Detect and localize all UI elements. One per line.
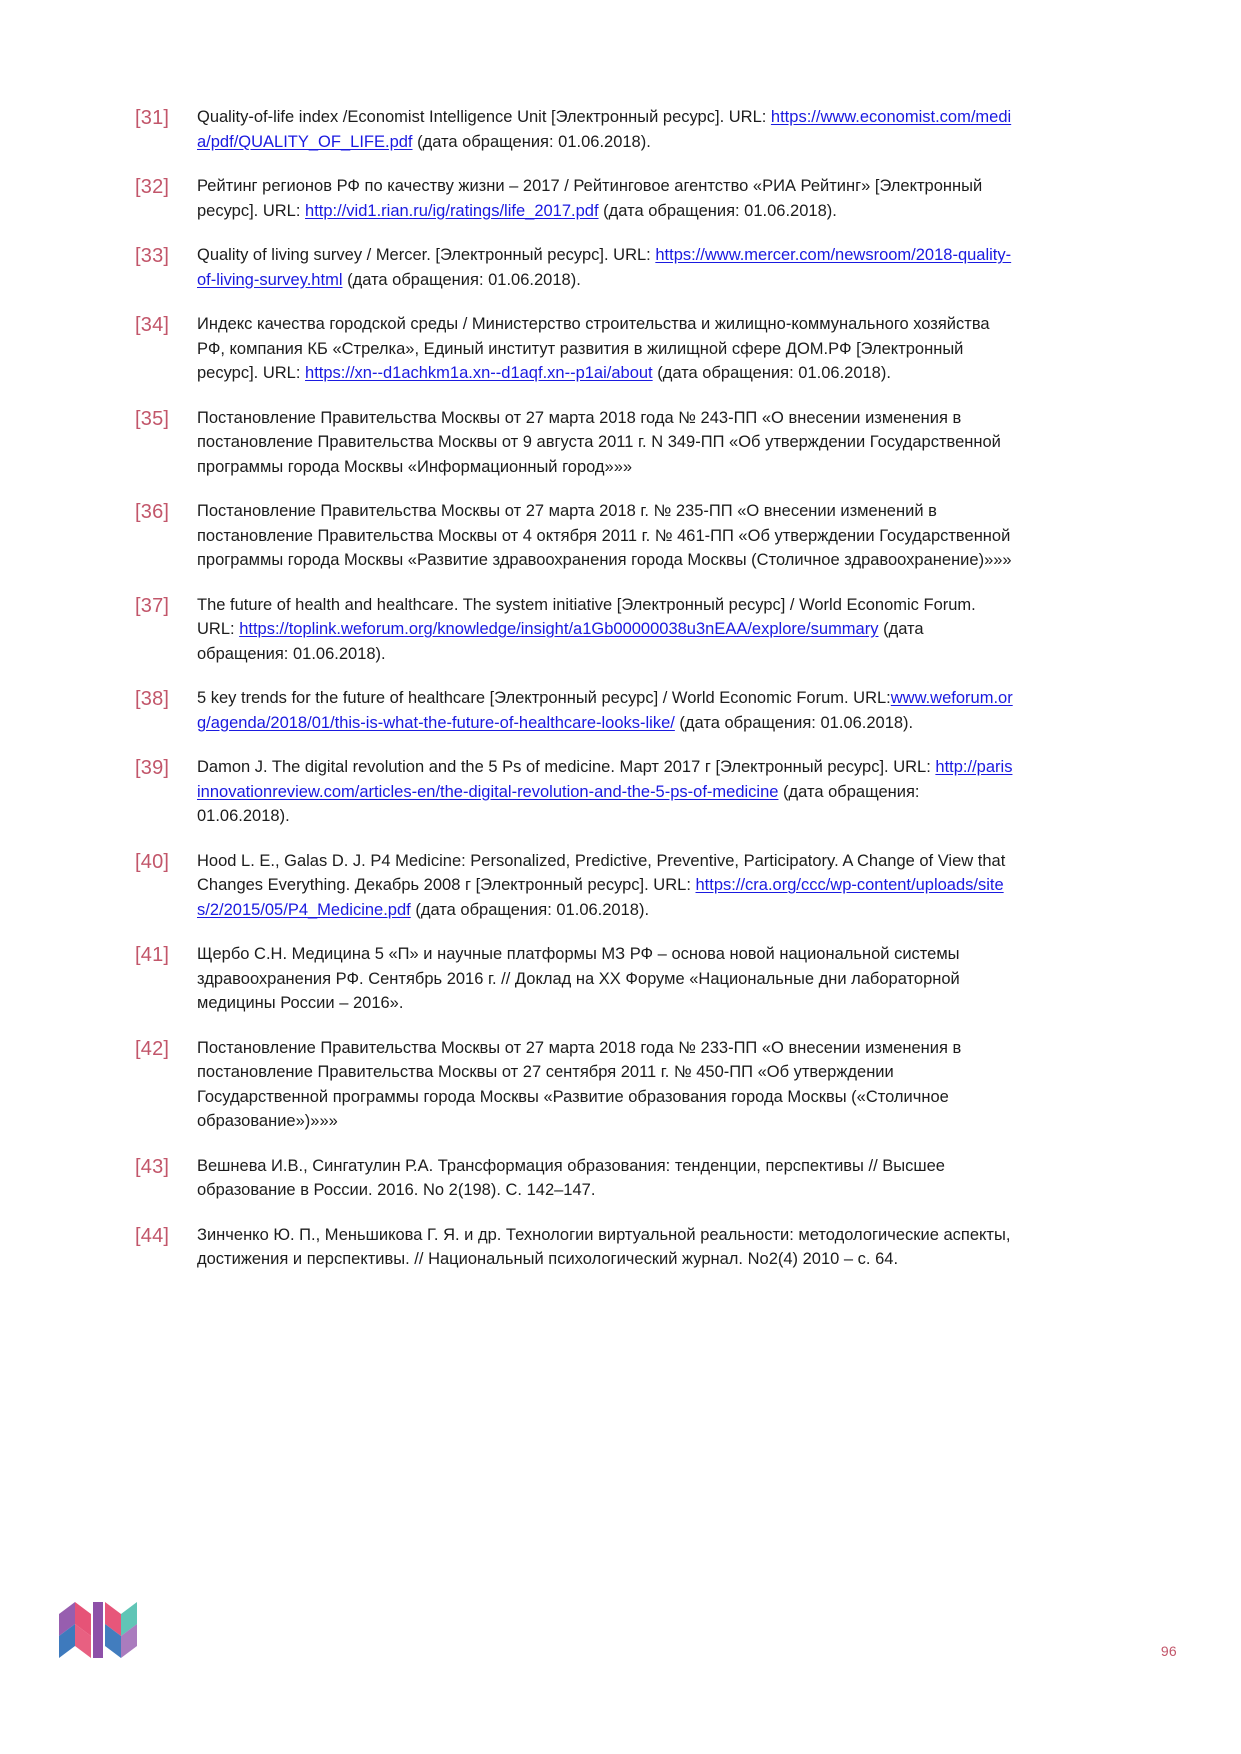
- reference-text: [197, 105, 1015, 154]
- reference-entry: [135, 174, 1015, 223]
- reference-text-run: (дата обращения: 01.06.2018).: [410, 900, 650, 919]
- reference-link[interactable]: http://vid1.rian.ru/ig/ratings/life_2017.pdf: [305, 201, 599, 220]
- reference-text: [197, 243, 1015, 292]
- reference-text-run: (дата обращения: 01.06.2018).: [197, 620, 924, 663]
- reference-text: [197, 1223, 1015, 1272]
- reference-number: [38]: [135, 688, 170, 710]
- chevron-mosaic-logo: [57, 1594, 145, 1666]
- reference-entry: [135, 312, 1015, 386]
- reference-text-run: The future of health and healthcare. The system initiative [Электронный ресурс] / World Economic Forum. URL:: [197, 595, 976, 638]
- reference-entry: [135, 593, 1015, 667]
- reference-text-run: (дата обращения: 01.06.2018).: [197, 782, 920, 825]
- reference-link[interactable]: https://toplink.weforum.org/knowledge/insight/a1Gb00000038u3nEAA/explore/summary: [239, 620, 879, 638]
- reference-text-run: Постановление Правительства Москвы от 27 марта 2018 г. № 235-ПП «О внесении изменений в постановление Правительства Москвы от 4 октября 2011 г. № 461-ПП «Об утверждении Государственной программы города Москвы «Развитие здравоохранения города Москвы (Столичное здравоохранение)»»»: [197, 502, 1012, 569]
- reference-entry: [135, 499, 1015, 573]
- reference-entry: [135, 243, 1015, 292]
- reference-text: [197, 499, 1015, 573]
- reference-text-run: (дата обращения: 01.06.2018).: [598, 201, 837, 220]
- reference-list: [135, 105, 1015, 1292]
- reference-number: [41]: [135, 944, 170, 966]
- reference-entry: [135, 1036, 1015, 1134]
- reference-number: [42]: [135, 1037, 170, 1060]
- reference-entry: [135, 755, 1015, 829]
- reference-number: [40]: [135, 850, 170, 873]
- reference-link[interactable]: https://cra.org/ccc/wp-content/uploads/sites/2/2015/05/P4_Medicine.pdf: [197, 876, 1004, 919]
- reference-text-run: (дата обращения: 01.06.2018).: [674, 713, 914, 732]
- reference-number: [33]: [135, 245, 170, 267]
- reference-link[interactable]: http://parisinnovationreview.com/articles-en/the-digital-revolution-and-the-5-ps-of-medicine: [197, 758, 1013, 801]
- reference-number: [43]: [135, 1155, 170, 1178]
- reference-text-run: (дата обращения: 01.06.2018).: [652, 364, 891, 382]
- reference-link[interactable]: https://www.economist.com/media/pdf/QUALITY_OF_LIFE.pdf: [197, 108, 1012, 151]
- reference-text: [197, 849, 1015, 923]
- reference-text-run: (дата обращения: 01.06.2018).: [342, 270, 581, 289]
- reference-entry: [135, 1223, 1015, 1272]
- reference-number: [35]: [135, 407, 170, 430]
- reference-link[interactable]: www.weforum.org/agenda/2018/01/this-is-what-the-future-of-healthcare-looks-like/: [197, 689, 1013, 732]
- reference-number: [34]: [135, 314, 170, 336]
- reference-text-run: Индекс качества городской среды / Министерство строительства и жилищно-коммунального хозяйства РФ, компания КБ «Стрелка», Единый институт развития в жилищной сфере ДОМ.РФ [Электронный ресурс]. URL:: [197, 315, 990, 382]
- reference-text: [197, 686, 1015, 735]
- reference-entry: [135, 942, 1015, 1016]
- reference-text-run: Quality-of-life index /Economist Intelligence Unit [Электронный ресурс]. URL:: [197, 108, 771, 126]
- reference-text-run: Постановление Правительства Москвы от 27 марта 2018 года № 243-ПП «О внесении изменения в постановление Правительства Москвы от 9 августа 2011 г. N 349-ПП «Об утверждении Государственной программы города Москвы «Информационный город»»»: [197, 408, 1001, 476]
- reference-entry: [135, 849, 1015, 923]
- reference-number: [37]: [135, 594, 170, 617]
- reference-text: [197, 312, 1015, 386]
- reference-text: [197, 406, 1015, 480]
- reference-entry: [135, 105, 1015, 154]
- reference-text: [197, 755, 1015, 829]
- reference-number: [32]: [135, 176, 170, 198]
- reference-text: [197, 174, 1015, 223]
- reference-number: [36]: [135, 501, 170, 523]
- reference-text: [197, 942, 1015, 1016]
- page-number: 96: [1160, 1643, 1177, 1659]
- reference-text-run: Постановление Правительства Москвы от 27 марта 2018 года № 233-ПП «О внесении изменения в постановление Правительства Москвы от 27 сентября 2011 г. № 450-ПП «Об утверждении Государственной программы города Москвы «Развитие образования города Москвы («Столичное образование»)»»»: [197, 1038, 962, 1130]
- reference-text: [197, 1036, 1015, 1134]
- reference-entry: [135, 406, 1015, 480]
- reference-text-run: Рейтинг регионов РФ по качеству жизни – 2017 / Рейтинговое агентство «РИА Рейтинг» [Электронный ресурс]. URL:: [197, 177, 983, 220]
- reference-link[interactable]: https://www.mercer.com/newsroom/2018-quality-of-living-survey.html: [197, 246, 1012, 289]
- reference-text-run: (дата обращения: 01.06.2018).: [412, 132, 651, 151]
- reference-text-run: 5 key trends for the future of healthcare [Электронный ресурс] / World Economic Forum. URL:: [197, 689, 891, 707]
- reference-text-run: Вешнева И.В., Сингатулин Р.А. Трансформация образования: тенденции, перспективы // Высшее образование в России. 2016. No 2(198). С. 142–147.: [197, 1156, 945, 1199]
- reference-number: [31]: [135, 107, 170, 129]
- reference-text-run: Damon J. The digital revolution and the 5 Ps of medicine. Март 2017 г [Электронный ресурс]. URL:: [197, 758, 936, 776]
- reference-entry: [135, 686, 1015, 735]
- reference-entry: [135, 1154, 1015, 1203]
- reference-link[interactable]: https://xn--d1achkm1a.xn--d1aqf.xn--p1ai/about: [305, 364, 653, 382]
- reference-text: [197, 1154, 1015, 1203]
- reference-number: [39]: [135, 757, 170, 779]
- reference-number: [44]: [135, 1224, 170, 1247]
- reference-text: [197, 593, 1015, 667]
- reference-text-run: Quality of living survey / Mercer. [Электронный ресурс]. URL:: [197, 246, 656, 264]
- reference-text-run: Щербо С.Н. Медицина 5 «П» и научные платформы МЗ РФ – основа новой национальной системы здравоохранения РФ. Сентябрь 2016 г. // Доклад на XX Форуме «Национальные дни лабораторной медицины России – 2016».: [197, 945, 960, 1012]
- reference-text-run: Hood L. E., Galas D. J. P4 Medicine: Personalized, Predictive, Preventive, Participatory. A Change of View that Changes Everything. Декабрь 2008 г [Электронный ресурс]. URL:: [197, 851, 1006, 894]
- reference-text-run: Зинченко Ю. П., Меньшикова Г. Я. и др. Технологии виртуальной реальности: методологические аспекты, достижения и перспективы. // Национальный психологический журнал. No2(4) 2010 – с. 64.: [197, 1225, 1011, 1268]
